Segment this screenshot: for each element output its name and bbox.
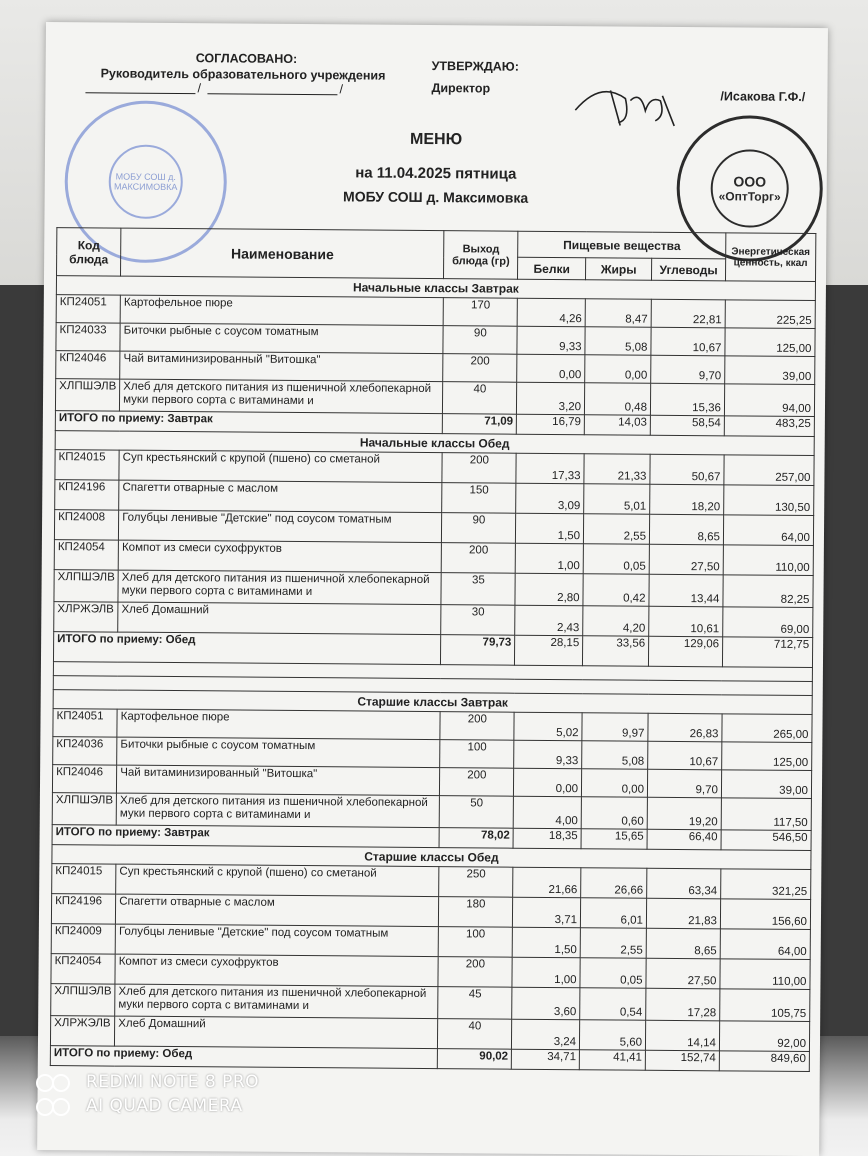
- cell-fat: 0,60: [581, 797, 647, 830]
- monitor-edge: [828, 300, 868, 1156]
- cell-protein: 0,00: [514, 768, 582, 797]
- cell-energy: 156,60: [720, 899, 810, 930]
- cell-carbs: 15,36: [650, 383, 724, 416]
- col-yield: Выход блюда (гр): [444, 231, 518, 280]
- cell-name: Хлеб для детского питания из пшеничной хлебопекарной муки первого сорта с витаминами и: [116, 793, 439, 828]
- cell-protein: 2,43: [515, 605, 583, 636]
- cell-carbs: 8,65: [649, 514, 723, 545]
- total-energy: 483,25: [724, 416, 814, 437]
- menu-table: [50, 227, 817, 1072]
- cell-carbs: 19,20: [647, 797, 721, 830]
- cell-protein: 1,50: [512, 927, 580, 958]
- cell-carbs: 26,83: [648, 713, 722, 742]
- total-label: ИТОГО по приему: Завтрак: [52, 825, 439, 848]
- cell-yield: 90: [443, 326, 517, 355]
- cell-code: КП24196: [51, 894, 115, 925]
- cell-name: Спагетти отварные с маслом: [116, 894, 439, 927]
- cell-fat: 0,00: [582, 769, 648, 798]
- cell-name: Хлеб для детского питания из пшеничной хлебопекарной муки первого сорта с витаминами и: [115, 984, 438, 1019]
- total-fat: 15,65: [581, 829, 647, 850]
- cell-energy: 110,00: [723, 545, 813, 576]
- cell-carbs: 27,50: [649, 544, 723, 575]
- cell-yield: 35: [441, 573, 515, 606]
- cell-code: ХЛПШЭЛВ: [55, 379, 119, 412]
- cell-carbs: 22,81: [651, 299, 725, 328]
- cell-name: Картофельное пюре: [120, 295, 443, 326]
- cell-energy: 130,50: [724, 485, 814, 516]
- cell-protein: 3,60: [512, 987, 580, 1020]
- school-name: МОБУ СОШ д. Максимовка: [343, 188, 529, 206]
- cell-fat: 21,33: [584, 454, 650, 485]
- col-code: Код блюда: [57, 228, 122, 277]
- section-header: Начальные классы Завтрак: [56, 276, 815, 301]
- cell-code: КП24046: [52, 765, 116, 794]
- col-carbs: Углеводы: [652, 258, 726, 281]
- cell-carbs: 10,67: [648, 741, 722, 770]
- cell-name: Компот из смеси сухофруктов: [118, 540, 441, 573]
- director-label: Директор: [431, 81, 491, 96]
- cell-energy: 117,50: [721, 798, 811, 831]
- cell-carbs: 8,65: [646, 928, 720, 959]
- cell-code: КП24054: [51, 954, 115, 985]
- total-protein: 34,71: [512, 1049, 580, 1070]
- cell-energy: 64,00: [723, 515, 813, 546]
- cell-energy: 39,00: [721, 770, 811, 799]
- col-name: Наименование: [121, 228, 445, 279]
- cell-yield: 150: [442, 483, 516, 514]
- cell-carbs: 21,83: [646, 898, 720, 929]
- cell-yield: 180: [439, 897, 513, 928]
- cell-code: КП24051: [56, 295, 120, 324]
- approved-role: Руководитель образовательного учреждения: [100, 66, 386, 83]
- cell-name: Суп крестьянский с крупой (пшено) со сметаной: [119, 450, 442, 483]
- cell-protein: 1,50: [516, 513, 584, 544]
- cell-name: Хлеб Домашний: [115, 1016, 438, 1049]
- total-energy: 546,50: [721, 830, 811, 851]
- camera-lens-icon: [36, 1074, 78, 1090]
- cell-protein: 0,00: [517, 354, 585, 383]
- cell-protein: 3,71: [513, 897, 581, 928]
- cell-energy: 69,00: [723, 607, 813, 638]
- cell-fat: 8,47: [585, 299, 651, 328]
- cell-energy: 321,25: [721, 869, 811, 900]
- cell-fat: 0,54: [580, 988, 646, 1021]
- cell-protein: 9,33: [514, 740, 582, 769]
- cell-energy: 110,00: [720, 959, 810, 990]
- cell-carbs: 9,70: [647, 769, 721, 798]
- cell-energy: 125,00: [722, 742, 812, 771]
- total-carbs: 152,74: [645, 1050, 719, 1071]
- cell-protein: 5,02: [514, 712, 582, 741]
- cell-yield: 50: [440, 796, 514, 829]
- cell-fat: 5,08: [585, 327, 651, 356]
- cell-name: Картофельное пюре: [117, 709, 440, 740]
- cell-energy: 92,00: [719, 1021, 809, 1052]
- cell-code: КП24009: [51, 924, 115, 955]
- director-name: /Исакова Г.Ф./: [720, 89, 806, 104]
- total-yield: 79,73: [441, 635, 515, 666]
- cell-fat: 0,00: [585, 355, 651, 384]
- menu-sheet: СОГЛАСОВАНО: Руководитель образовательного учреждения / / УТВЕРЖДАЮ: Директор /Исакова Г.Ф./ МОБУ СОШ д. МАКСИМОВКА ООО «ОптТорг» МЕНЮ на 11.04.2025 пятница МОБУ СОШ д. Максимовка Код блюда Наименование Выход блюда (гр) Пищевые вещества Энергетическая ценность, ккал Белки Жиры Углеводы Начальные классы Завтрак КП24051 Картофельное пюре 170 4,26 8,47 22,81 225,25 КП24033 Биточки рыбные с соусом томатным 90 9,33 5,08 10,67 125,00 КП24046 Чай витаминизированный "Витошка" 200 0,00 0,00 9,70 39,00 ХЛПШЭЛВ Хлеб для детского питания из пшеничной хлебопекарной муки первого сорта с витаминами и 40 3,20 0,48 15,36 94,00 ИТОГО по приему: Завтрак 71,09 16,79 14,03 58,54 483,25 Начальные классы Обед КП24015 Суп крестьянский с крупой (пшено) со сметаной 200 17,33 21,33 50,67 257,00 КП24196 Спагетти отварные с маслом 150 3,09 5,01 18,20 130,50 КП24008 Голубцы ленивые "Детские" под соусом томатным 90 1,50 2,55 8,65 64,00 КП24054 Компот из смеси сухофруктов 200 1,00 0,05 27,50 110,00 ХЛПШЭЛВ Хлеб для детского питания из пшеничной хлебопекарной муки первого сорта с витаминами и 35 2,80 0,42 13,44 82,25 ХЛРЖЭЛВ Хлеб Домашний 30 2,43 4,20 10,61 69,00 ИТОГО по приему: Обед 79,73 28,15 33,56 129,06 712,75 Старшие классы Завтрак КП24051 Картофельное пюре 200 5,02 9,97 26,83 265,00 КП24036 Биточки рыбные с соусом томатным 100 9,33 5,08 10,67 125,00 КП24046 Чай витаминизированный "Витошка" 200 0,00 0,00 9,70 39,00 ХЛПШЭЛВ Хлеб для детского питания из пшеничной хлебопекарной муки первого сорта с витаминами и 50 4,00 0,60 19,20 117,50 ИТОГО по приему: Завтрак 78,02 18,35 15,65 66,40 546,50 Старшие классы Обед КП24015 Суп крестьянский с крупой (пшено) со сметаной 250 21,66 26,66 63,34 321,25 КП24196 Спагетти отварные с маслом 180 3,71 6,01 21,83 156,60 КП24009 Голубцы ленивые "Детские" под соусом томатным 100 1,50 2,55 8,65 64,00 КП24054 Компот из смеси сухофруктов 200 1,00 0,05 27,50 110,00 ХЛПШЭЛВ Хлеб для детского питания из пшеничной хлебопекарной муки первого сорта с витаминами и 45 3,60 0,54 17,28 105,75 ХЛРЖЭЛВ Хлеб Домашний 40 3,24 5,60 14,14 92,00 ИТОГО по приему: Обед 90,02 34,71 41,41 152,74 849,60: [37, 22, 828, 1156]
- school-stamp: МОБУ СОШ д. МАКСИМОВКА: [64, 100, 227, 263]
- cell-code: КП24051: [53, 709, 117, 738]
- cell-code: КП24008: [54, 510, 118, 541]
- menu-body: [50, 276, 815, 1072]
- cell-code: КП24015: [55, 450, 119, 481]
- cell-code: КП24196: [55, 480, 119, 511]
- cell-carbs: 17,28: [646, 988, 720, 1021]
- cell-yield: 100: [439, 927, 513, 958]
- cell-fat: 9,97: [582, 713, 648, 742]
- cell-yield: 90: [442, 513, 516, 544]
- cell-protein: 1,00: [515, 543, 583, 574]
- total-fat: 33,56: [583, 636, 649, 667]
- camera-lens-icon: [36, 1098, 78, 1114]
- cell-fat: 2,55: [580, 928, 646, 959]
- cell-fat: 5,08: [582, 741, 648, 770]
- cell-fat: 5,60: [580, 1020, 646, 1051]
- cell-yield: 200: [442, 453, 516, 484]
- cell-name: Чай витаминизированный "Витошка": [120, 351, 443, 382]
- cell-carbs: 13,44: [649, 574, 723, 607]
- cell-yield: 45: [438, 987, 512, 1020]
- cell-protein: 2,80: [515, 573, 583, 606]
- section-header: Старшие классы Завтрак: [53, 690, 812, 715]
- total-fat: 41,41: [579, 1050, 645, 1071]
- cell-code: КП24046: [56, 351, 120, 380]
- cell-name: Биточки рыбные с соусом томатным: [117, 737, 440, 768]
- cell-yield: 200: [443, 354, 517, 383]
- cell-yield: 200: [442, 543, 516, 574]
- director-signature: [570, 70, 680, 131]
- col-nutrients: Пищевые вещества: [518, 231, 726, 259]
- cell-protein: 21,66: [513, 867, 581, 898]
- cell-name: Чай витаминизированный "Витошка": [117, 765, 440, 796]
- cell-protein: 3,20: [517, 382, 585, 415]
- cell-code: ХЛРЖЭЛВ: [54, 602, 118, 633]
- cell-energy: 82,25: [723, 575, 813, 608]
- cell-yield: 40: [438, 1019, 512, 1050]
- cell-name: Хлеб Домашний: [118, 602, 441, 635]
- cell-carbs: 27,50: [646, 958, 720, 989]
- cell-energy: 257,00: [724, 455, 814, 486]
- total-carbs: 129,06: [648, 636, 722, 667]
- cell-name: Голубцы ленивые "Детские" под соусом томатным: [119, 510, 442, 543]
- cell-fat: 0,05: [580, 958, 646, 989]
- cell-protein: 4,26: [517, 298, 585, 327]
- approve-label: УТВЕРЖДАЮ:: [431, 59, 519, 74]
- total-protein: 16,79: [516, 414, 584, 435]
- cell-fat: 4,20: [583, 606, 649, 637]
- cell-yield: 100: [440, 740, 514, 769]
- cell-energy: 105,75: [720, 989, 810, 1022]
- signature-line-1: [85, 92, 195, 94]
- cell-yield: 250: [439, 867, 513, 898]
- col-protein: Белки: [518, 257, 586, 280]
- menu-date: на 11.04.2025 пятница: [355, 164, 517, 183]
- watermark-line-1: REDMI NOTE 8 PRO: [86, 1072, 260, 1092]
- total-energy: 849,60: [719, 1051, 809, 1072]
- total-energy: 712,75: [722, 637, 812, 668]
- cell-code: КП24015: [52, 864, 116, 895]
- approved-label: СОГЛАСОВАНО:: [195, 51, 298, 66]
- cell-code: КП24033: [56, 323, 120, 352]
- total-fat: 14,03: [584, 415, 650, 436]
- cell-protein: 4,00: [513, 796, 581, 829]
- cell-name: Биточки рыбные с соусом томатным: [120, 323, 443, 354]
- total-yield: 78,02: [439, 828, 513, 849]
- cell-carbs: 10,67: [651, 327, 725, 356]
- cell-protein: 1,00: [512, 957, 580, 988]
- cell-protein: 3,24: [512, 1019, 580, 1050]
- cell-carbs: 9,70: [651, 355, 725, 384]
- cell-code: ХЛПШЭЛВ: [51, 984, 115, 1017]
- cell-carbs: 18,20: [650, 484, 724, 515]
- cell-name: Компот из смеси сухофруктов: [115, 954, 438, 987]
- cell-yield: 40: [443, 382, 517, 415]
- cell-energy: 265,00: [722, 714, 812, 743]
- col-energy: Энергетическая ценность, ккал: [725, 233, 815, 282]
- cell-yield: 170: [443, 298, 517, 327]
- cell-name: Хлеб для детского питания из пшеничной хлебопекарной муки первого сорта с витаминами и: [120, 379, 443, 414]
- cell-energy: 64,00: [720, 929, 810, 960]
- cell-fat: 0,42: [583, 574, 649, 607]
- cell-code: КП24054: [54, 540, 118, 571]
- cell-name: Голубцы ленивые "Детские" под соусом томатным: [115, 924, 438, 957]
- cell-energy: 39,00: [725, 356, 815, 385]
- total-label: ИТОГО по приему: Завтрак: [55, 411, 442, 434]
- cell-energy: 225,25: [725, 300, 815, 329]
- watermark-line-2: AI QUAD CAMERA: [86, 1096, 243, 1116]
- cell-energy: 94,00: [724, 384, 814, 417]
- col-fat: Жиры: [586, 258, 652, 281]
- cell-name: Суп крестьянский с крупой (пшено) со сметаной: [116, 864, 439, 897]
- menu-title: МЕНЮ: [409, 130, 463, 149]
- cell-yield: 200: [440, 768, 514, 797]
- total-label: ИТОГО по приему: Обед: [50, 1046, 437, 1069]
- cell-fat: 0,05: [583, 544, 649, 575]
- total-carbs: 58,54: [650, 415, 724, 436]
- cell-carbs: 63,34: [647, 868, 721, 899]
- cell-name: Спагетти отварные с маслом: [119, 480, 442, 513]
- cell-fat: 6,01: [581, 898, 647, 929]
- total-protein: 18,35: [513, 828, 581, 849]
- cell-protein: 17,33: [516, 453, 584, 484]
- cell-name: Хлеб для детского питания из пшеничной хлебопекарной муки первого сорта с витаминами и: [118, 570, 441, 605]
- cell-carbs: 14,14: [645, 1020, 719, 1051]
- cell-energy: 125,00: [725, 328, 815, 357]
- cell-carbs: 10,61: [649, 606, 723, 637]
- total-protein: 28,15: [515, 635, 583, 666]
- supplier-stamp: ООО «ОптТорг»: [676, 115, 823, 262]
- cell-fat: 2,55: [584, 514, 650, 545]
- total-yield: 71,09: [443, 414, 517, 435]
- cell-fat: 26,66: [581, 868, 647, 899]
- cell-code: ХЛРЖЭЛВ: [50, 1016, 114, 1047]
- section-header: Старшие классы Обед: [52, 845, 811, 870]
- cell-yield: 30: [441, 605, 515, 636]
- cell-fat: 0,48: [585, 383, 651, 416]
- cell-carbs: 50,67: [650, 454, 724, 485]
- cell-yield: 200: [438, 957, 512, 988]
- total-label: ИТОГО по приему: Обед: [53, 632, 441, 665]
- cell-yield: 200: [440, 712, 514, 741]
- total-yield: 90,02: [438, 1049, 512, 1070]
- cell-code: ХЛПШЭЛВ: [54, 570, 118, 603]
- camera-watermark: [36, 1072, 259, 1120]
- cell-code: ХЛПШЭЛВ: [52, 793, 116, 826]
- section-header: Начальные классы Обед: [55, 431, 814, 456]
- signature-line-2: [207, 93, 337, 95]
- cell-fat: 5,01: [584, 484, 650, 515]
- cell-protein: 3,09: [516, 483, 584, 514]
- cell-code: КП24036: [53, 737, 117, 766]
- cell-protein: 9,33: [517, 326, 585, 355]
- total-carbs: 66,40: [647, 829, 721, 850]
